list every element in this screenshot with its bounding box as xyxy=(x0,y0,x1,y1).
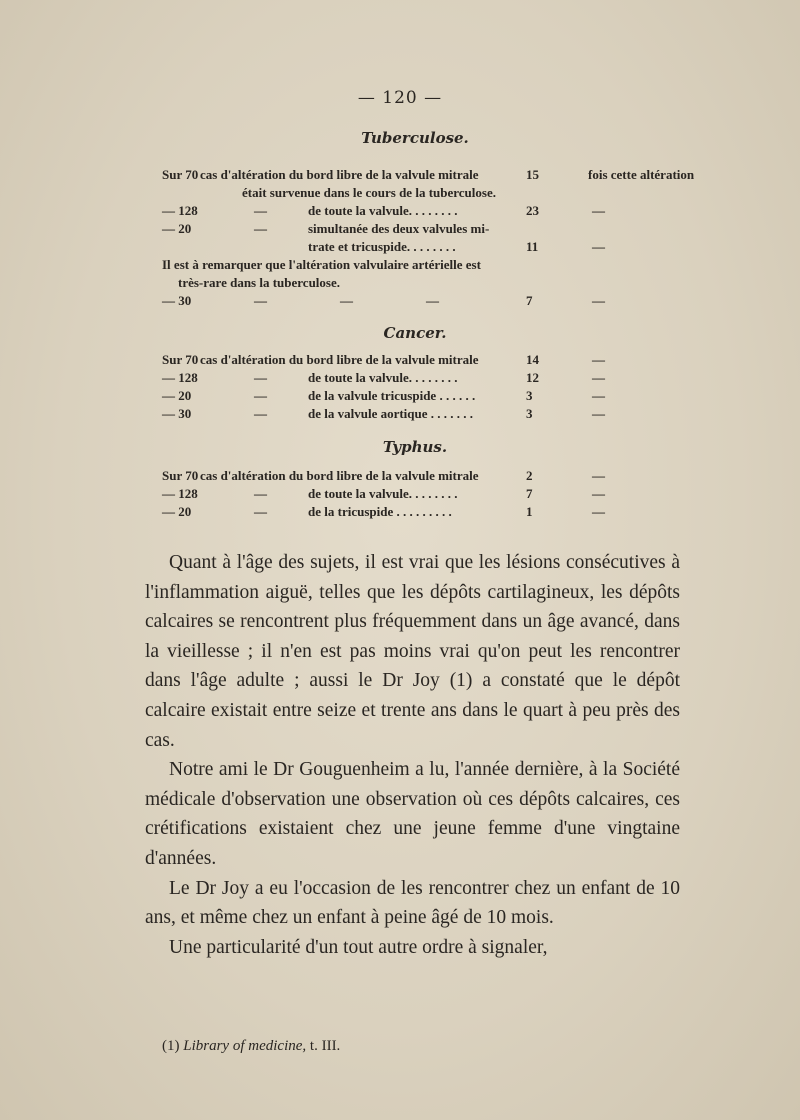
body-text xyxy=(145,548,680,962)
row-text: cas d'altération du bord libre de la valvule mitrale xyxy=(200,167,479,182)
row-dash: — xyxy=(254,504,267,519)
row-number: — 30 xyxy=(162,293,192,308)
row-count: 3 xyxy=(526,388,533,403)
row-dash: — xyxy=(254,370,267,385)
row-dash: — xyxy=(254,388,267,403)
footnote-volume: t. III. xyxy=(309,1038,341,1054)
footnote-marker: (1) xyxy=(162,1038,180,1054)
row-count: 2 xyxy=(526,468,533,483)
row-text: de la valvule tricuspide . . . . . . xyxy=(308,388,476,403)
row-text: simultanée des deux valvules mi- xyxy=(308,221,490,236)
row-note: — xyxy=(592,293,605,308)
row-number: Sur 70 xyxy=(162,167,199,182)
table-row xyxy=(162,468,682,486)
table-note: très-rare dans la tuberculose. xyxy=(178,275,340,290)
row-dash: — xyxy=(254,293,267,308)
row-number: — 30 xyxy=(162,406,192,421)
row-text: cas d'altération du bord libre de la valvule mitrale xyxy=(200,352,479,367)
row-note: — xyxy=(592,468,605,483)
row-number: — 128 xyxy=(162,370,198,385)
table-note: Il est à remarquer que l'altération valvulaire artérielle est xyxy=(162,257,481,272)
row-dash: — xyxy=(254,486,267,501)
paragraph: Le Dr Joy a eu l'occasion de les rencontrer chez un enfant de 10 ans, et même chez un enfant à peine âgé de 10 mois. xyxy=(145,877,680,929)
row-number: Sur 70 xyxy=(162,468,199,483)
table-row xyxy=(162,293,682,311)
row-dash: — xyxy=(340,293,353,308)
row-number: Sur 70 xyxy=(162,352,199,367)
row-note: — xyxy=(592,370,605,385)
row-text: de toute la valvule. . . . . . . . xyxy=(308,486,458,501)
section-title-typhus: Typhus. xyxy=(382,438,448,456)
table-row xyxy=(162,239,682,257)
table-row xyxy=(162,185,682,203)
row-count: 14 xyxy=(526,352,539,367)
row-number: — 128 xyxy=(162,203,198,218)
section-title-cancer: Cancer. xyxy=(383,324,447,342)
row-count: 15 xyxy=(526,167,539,182)
table-row xyxy=(162,504,682,522)
table-row xyxy=(162,203,682,221)
row-count: 11 xyxy=(526,239,539,254)
footnote-title: Library of medicine, xyxy=(183,1038,307,1054)
row-note: — xyxy=(592,486,605,501)
row-note: — xyxy=(592,203,605,218)
row-note: — xyxy=(592,504,605,519)
row-text: trate et tricuspide. . . . . . . . xyxy=(308,239,456,254)
row-note: — xyxy=(592,388,605,403)
row-note: fois cette altération xyxy=(588,167,695,182)
row-text: de toute la valvule. . . . . . . . xyxy=(308,370,458,385)
row-dash: — xyxy=(254,203,267,218)
table-row xyxy=(162,370,682,388)
row-note: — xyxy=(592,239,605,254)
row-dash: — xyxy=(254,406,267,421)
row-text: était survenue dans le cours de la tuberculose. xyxy=(242,185,496,200)
row-note: — xyxy=(592,352,605,367)
row-text: cas d'altération du bord libre de la valvule mitrale xyxy=(200,468,479,483)
row-number: — 20 xyxy=(162,388,192,403)
table-row xyxy=(162,388,682,406)
row-count: 3 xyxy=(526,406,533,421)
row-note: — xyxy=(592,406,605,421)
row-count: 7 xyxy=(526,293,533,308)
table-row xyxy=(162,221,682,239)
row-count: 7 xyxy=(526,486,533,501)
footnote xyxy=(162,1038,340,1055)
row-text: de toute la valvule. . . . . . . . xyxy=(308,203,458,218)
row-text: de la tricuspide . . . . . . . . . xyxy=(308,504,452,519)
table-row xyxy=(162,406,682,424)
row-number: — 20 xyxy=(162,504,192,519)
row-count: 1 xyxy=(526,504,533,519)
row-count: 23 xyxy=(526,203,539,218)
table-row xyxy=(162,486,682,504)
row-number: — 128 xyxy=(162,486,198,501)
row-dash: — xyxy=(426,293,439,308)
row-dash: — xyxy=(254,221,267,236)
paragraph: Quant à l'âge des sujets, il est vrai que les lésions consécutives à l'inflammation aiguë, telles que les dépôts cartilagineux, les dépôts calcaires se rencontrent plus fréquemment dans un âge avancé, dans la vieillesse ; il n'en est pas moins vrai qu'on peut les rencontrer dans l'âge adulte ; aussi le Dr Joy (1) a constaté que le dépôt calcaire existait entre seize et trente ans dans le quart à peu près des cas. xyxy=(145,552,680,751)
section-title-tuberculose: Tuberculose. xyxy=(361,129,469,147)
row-text: de la valvule aortique . . . . . . . xyxy=(308,406,474,421)
row-number: — 20 xyxy=(162,221,192,236)
paragraph: Notre ami le Dr Gouguenheim a lu, l'année dernière, à la Société médicale d'observation une observation où ces dépôts calcaires, ces crétifications existaient chez une jeune femme d'une vingtaine d'années. xyxy=(145,759,680,869)
table-row xyxy=(162,352,682,370)
table-row xyxy=(162,167,695,185)
paragraph: Une particularité d'un tout autre ordre à signaler, xyxy=(169,936,548,958)
row-count: 12 xyxy=(526,370,539,385)
page-number: — 120 — xyxy=(357,88,443,108)
